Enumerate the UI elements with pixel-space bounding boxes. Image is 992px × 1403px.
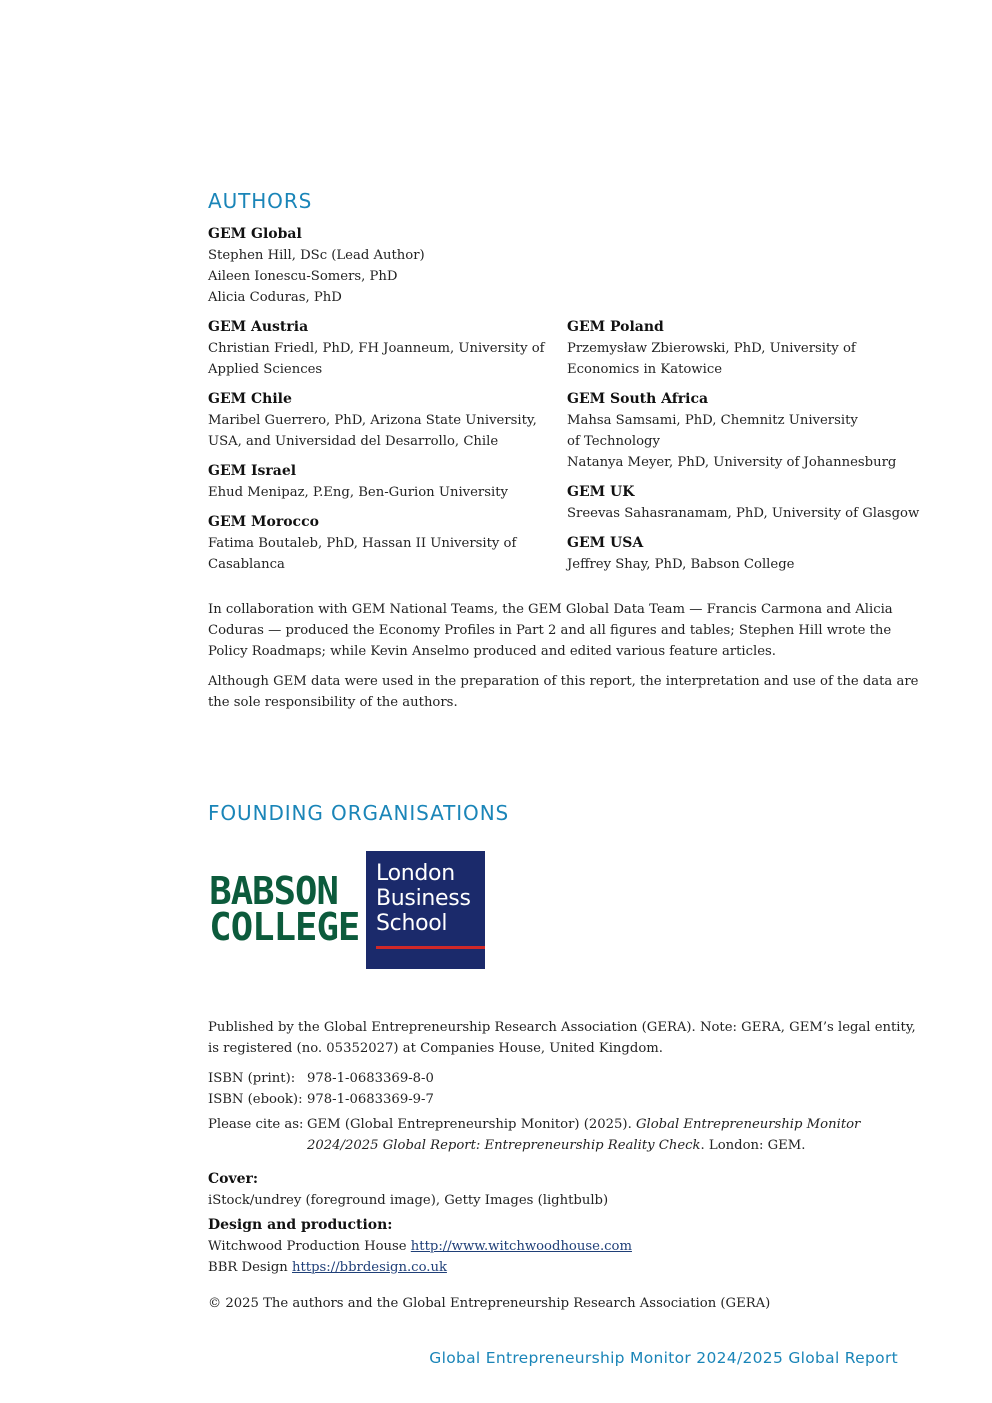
team-name: GEM South Africa — [567, 391, 709, 407]
design-heading: Design and production: — [208, 1217, 393, 1233]
cover-heading: Cover: — [208, 1171, 259, 1187]
design-credit-text: BBR Design — [208, 1260, 292, 1275]
cite-italic: 2024/2025 Global Report: Entrepreneurship Reality Check — [307, 1138, 701, 1153]
author-line: Ehud Menipaz, P.Eng, Ben-Gurion University — [208, 485, 508, 500]
citation-block — [208, 1114, 898, 1156]
cover-text: iStock/undrey (foreground image), Getty Images (lightbulb) — [208, 1193, 609, 1208]
right-teams-column — [567, 317, 919, 584]
team-name: GEM Austria — [208, 319, 309, 335]
team-south-africa — [567, 389, 919, 473]
design-credit-text: Witchwood Production House — [208, 1239, 411, 1254]
cite-italic: Global Entrepreneurship Monitor — [635, 1117, 861, 1132]
design-production-block — [208, 1215, 632, 1278]
design-credit-line — [208, 1257, 632, 1278]
team-chile — [208, 389, 545, 452]
team-morocco — [208, 512, 545, 575]
team-name: GEM Israel — [208, 463, 297, 479]
lbs-logo-text — [376, 861, 471, 936]
isbn-print-row — [208, 1068, 898, 1089]
author-line: Natanya Meyer, PhD, University of Johannesburg — [567, 455, 897, 470]
author-line: Przemysław Zbierowski, PhD, University of — [567, 341, 856, 356]
author-line: Mahsa Samsami, PhD, Chemnitz University — [567, 413, 858, 428]
author-line: Stephen Hill, DSc (Lead Author) — [208, 248, 425, 263]
author-line: USA, and Universidad del Desarrollo, Chile — [208, 434, 499, 449]
babson-college-logo — [209, 869, 360, 949]
lbs-logo-line: London — [376, 861, 455, 886]
author-line: Jeffrey Shay, PhD, Babson College — [567, 557, 795, 572]
paragraph-line: Coduras — produced the Economy Profiles in Part 2 and all figures and tables; Stephen Hill wrote the — [208, 623, 892, 638]
team-name: GEM Chile — [208, 391, 292, 407]
team-name: GEM Morocco — [208, 514, 319, 530]
author-line: Christian Friedl, PhD, FH Joanneum, University of — [208, 341, 545, 356]
author-line: Sreevas Sahasranamam, PhD, University of Glasgow — [567, 506, 920, 521]
author-line: Economics in Katowice — [567, 362, 723, 377]
isbn-print-value: 978-1-0683369-8-0 — [307, 1071, 434, 1086]
published-by-paragraph — [208, 1017, 916, 1059]
citation-row — [208, 1114, 898, 1156]
team-name: GEM UK — [567, 484, 635, 500]
disclaimer-paragraph — [208, 671, 918, 713]
copyright-text: © 2025 The authors and the Global Entrepreneurship Research Association (GERA) — [208, 1296, 771, 1311]
paragraph-line: Although GEM data were used in the preparation of this report, the interpretation and use of the data are — [208, 674, 919, 689]
founding-organisations-heading: FOUNDING ORGANISATIONS — [208, 801, 510, 825]
footer-report-title: Global Entrepreneurship Monitor 2024/2025 Global Report — [429, 1349, 898, 1367]
cite-plain: . London: GEM. — [700, 1138, 806, 1153]
gem-global-block — [208, 224, 425, 308]
cite-text — [307, 1114, 860, 1156]
babson-logo-line: BABSON — [209, 869, 338, 913]
cover-block — [208, 1169, 608, 1211]
lbs-logo-line: School — [376, 911, 448, 936]
paragraph-line: is registered (no. 05352027) at Companies House, United Kingdom. — [208, 1041, 663, 1056]
author-line: Casablanca — [208, 557, 285, 572]
team-uk — [567, 482, 919, 524]
author-line: Alicia Coduras, PhD — [208, 290, 342, 305]
isbn-ebook-value: 978-1-0683369-9-7 — [307, 1092, 434, 1107]
isbn-block — [208, 1068, 898, 1110]
witchwood-link[interactable]: http://www.witchwoodhouse.com — [410, 1239, 632, 1254]
author-line: Aileen Ionescu-Somers, PhD — [208, 269, 398, 284]
design-credit-line — [208, 1236, 632, 1257]
left-teams-column — [208, 317, 545, 584]
team-austria — [208, 317, 545, 380]
authors-heading: AUTHORS — [208, 189, 313, 213]
cite-plain: GEM (Global Entrepreneurship Monitor) (2025). — [307, 1117, 636, 1132]
isbn-ebook-label: ISBN (ebook): — [208, 1092, 303, 1107]
london-business-school-logo — [366, 851, 485, 969]
paragraph-line: the sole responsibility of the authors. — [208, 695, 458, 710]
team-israel — [208, 461, 545, 503]
lbs-logo-line: Business — [376, 886, 471, 911]
isbn-print-label: ISBN (print): — [208, 1071, 296, 1086]
author-line: Applied Sciences — [208, 362, 323, 377]
babson-logo-line: COLLEGE — [209, 905, 360, 949]
team-poland — [567, 317, 919, 380]
paragraph-line: In collaboration with GEM National Teams, the GEM Global Data Team — Francis Carmona and Alicia — [208, 602, 893, 617]
author-line: Fatima Boutaleb, PhD, Hassan II University of — [208, 536, 517, 551]
isbn-ebook-row — [208, 1089, 898, 1110]
lbs-red-rule — [376, 946, 485, 949]
cite-label: Please cite as: — [208, 1117, 304, 1132]
team-usa — [567, 533, 919, 575]
author-line: of Technology — [567, 434, 660, 449]
paragraph-line: Published by the Global Entrepreneurship Research Association (GERA). Note: GERA, GEM’s legal entity, — [208, 1020, 916, 1035]
collaboration-paragraph — [208, 599, 893, 662]
author-line: Maribel Guerrero, PhD, Arizona State University, — [208, 413, 537, 428]
paragraph-line: Policy Roadmaps; while Kevin Anselmo produced and edited various feature articles. — [208, 644, 776, 659]
team-name: GEM Poland — [567, 319, 664, 335]
team-name-gem-global: GEM Global — [208, 226, 302, 242]
team-name: GEM USA — [567, 535, 644, 551]
bbr-design-link[interactable]: https://bbrdesign.co.uk — [292, 1260, 447, 1275]
